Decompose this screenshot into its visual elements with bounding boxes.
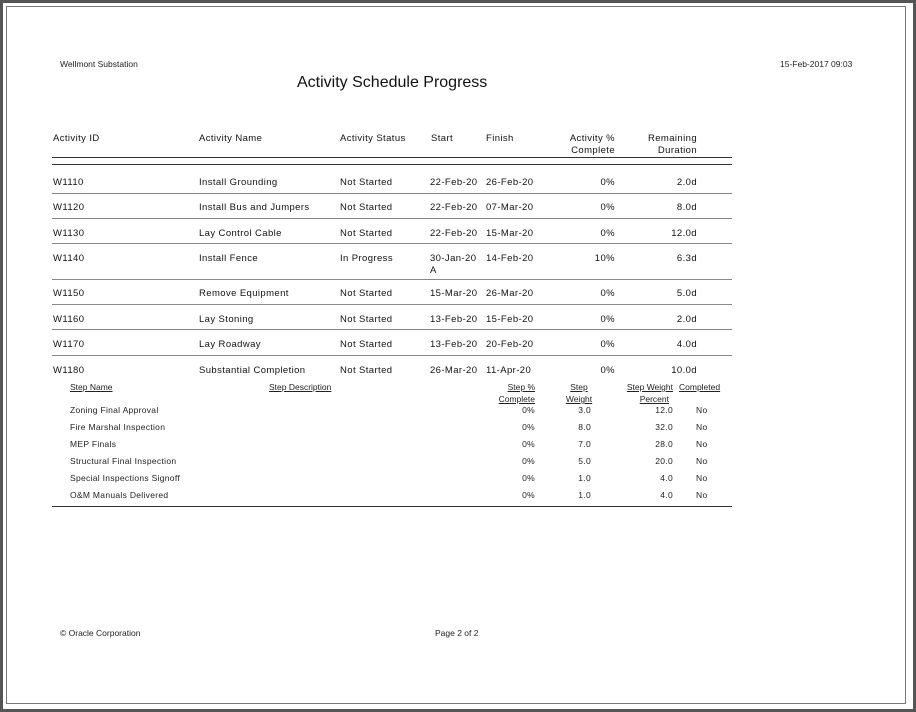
activity-start: 13-Feb-20 xyxy=(430,339,478,350)
activity-id: W1180 xyxy=(53,365,85,376)
activity-name: Remove Equipment xyxy=(199,288,289,299)
activity-status: Not Started xyxy=(340,202,393,213)
activity-start: 13-Feb-20 xyxy=(430,314,478,325)
step-col-weight-percent xyxy=(612,381,673,405)
step-completed: No xyxy=(696,439,708,449)
activity-name: Install Grounding xyxy=(199,177,278,188)
col-activity-id: Activity ID xyxy=(53,133,100,144)
row-divider xyxy=(52,329,732,330)
activity-pct: 0% xyxy=(600,177,615,188)
activity-finish: 15-Mar-20 xyxy=(486,228,534,239)
row-divider xyxy=(52,243,732,244)
step-completed: No xyxy=(696,422,708,432)
activity-name: Install Fence xyxy=(199,253,259,264)
activity-remaining: 6.3d xyxy=(676,253,697,264)
header-rule-top xyxy=(52,157,732,158)
activity-id: W1170 xyxy=(53,339,85,350)
activity-id: W1120 xyxy=(53,202,85,213)
report-title: Activity Schedule Progress xyxy=(297,74,488,91)
row-divider xyxy=(52,218,732,219)
step-name: MEP Finals xyxy=(70,439,117,449)
step-pct: 0% xyxy=(522,439,535,449)
step-weight: 5.0 xyxy=(578,456,591,466)
activity-remaining: 2.0d xyxy=(676,314,697,325)
activity-start: 30-Jan-20 xyxy=(430,253,477,264)
step-pct: 0% xyxy=(522,473,535,483)
activity-remaining: 2.0d xyxy=(676,177,697,188)
step-weight-percent: 4.0 xyxy=(660,473,673,483)
step-weight: 1.0 xyxy=(578,473,591,483)
step-name: O&M Manuals Delivered xyxy=(70,490,169,500)
step-weight-percent: 28.0 xyxy=(655,439,673,449)
activity-status: Not Started xyxy=(340,228,393,239)
activity-id: W1110 xyxy=(53,177,84,188)
step-pct: 0% xyxy=(522,422,535,432)
step-weight: 8.0 xyxy=(578,422,591,432)
footer-page-number: Page 2 of 2 xyxy=(435,628,479,638)
row-divider xyxy=(52,193,732,194)
step-weight: 1.0 xyxy=(578,490,591,500)
activity-status: In Progress xyxy=(340,253,393,264)
activity-remaining: 10.0d xyxy=(671,365,697,376)
step-completed: No xyxy=(696,473,708,483)
step-name: Structural Final Inspection xyxy=(70,456,177,466)
step-name: Special Inspections Signoff xyxy=(70,473,181,483)
activity-id: W1150 xyxy=(53,288,85,299)
activity-name: Lay Control Cable xyxy=(199,228,282,239)
activity-name: Lay Roadway xyxy=(199,339,261,350)
step-weight: 7.0 xyxy=(578,439,591,449)
col-start: Start xyxy=(431,133,454,144)
step-col-pct xyxy=(480,381,535,405)
step-completed: No xyxy=(696,456,708,466)
activity-finish: 26-Feb-20 xyxy=(486,177,534,188)
activity-status: Not Started xyxy=(340,177,393,188)
step-col-wpct-line2: Percent xyxy=(639,394,669,404)
activity-status: Not Started xyxy=(340,314,393,325)
activity-pct: 0% xyxy=(600,339,615,350)
col-pct-line2: Complete xyxy=(571,145,615,156)
step-col-pct-line1: Step % xyxy=(507,382,535,392)
step-weight-percent: 32.0 xyxy=(655,422,673,432)
step-col-pct-line2: Complete xyxy=(498,394,535,404)
activity-start: 22-Feb-20 xyxy=(430,228,478,239)
table-end-rule xyxy=(52,506,732,507)
step-col-weight xyxy=(556,381,602,405)
step-col-completed: Completed xyxy=(679,382,721,392)
step-pct: 0% xyxy=(522,405,535,415)
activity-id: W1140 xyxy=(53,253,85,264)
step-name: Zoning Final Approval xyxy=(70,405,159,415)
step-col-weight-line2: Weight xyxy=(565,394,593,404)
activity-pct: 0% xyxy=(600,288,615,299)
col-remaining-duration xyxy=(620,133,697,156)
activity-finish: 26-Mar-20 xyxy=(486,288,534,299)
activity-pct: 10% xyxy=(594,253,615,264)
step-name: Fire Marshal Inspection xyxy=(70,422,166,432)
step-weight: 3.0 xyxy=(578,405,591,415)
project-name: Wellmont Substation xyxy=(60,59,138,69)
col-activity-name: Activity Name xyxy=(199,133,263,144)
col-rem-line1: Remaining xyxy=(647,133,697,144)
step-weight-percent: 12.0 xyxy=(655,405,673,415)
step-col-description: Step Description xyxy=(269,382,332,392)
activity-finish: 15-Feb-20 xyxy=(486,314,534,325)
report-timestamp: 15-Feb-2017 09:03 xyxy=(780,59,853,69)
activity-start: 26-Mar-20 xyxy=(430,365,478,376)
row-divider xyxy=(52,304,732,305)
activity-finish: 20-Feb-20 xyxy=(486,339,534,350)
col-pct-line1: Activity % xyxy=(569,133,615,144)
step-col-weight-line1: Step xyxy=(570,382,588,392)
activity-id: W1130 xyxy=(53,228,85,239)
activity-status: Not Started xyxy=(340,339,393,350)
activity-pct: 0% xyxy=(600,228,615,239)
activity-remaining: 4.0d xyxy=(676,339,697,350)
activity-finish: 11-Apr-20 xyxy=(486,365,532,376)
activity-pct: 0% xyxy=(600,314,615,325)
step-pct: 0% xyxy=(522,456,535,466)
activity-remaining: 5.0d xyxy=(676,288,697,299)
activity-finish: 07-Mar-20 xyxy=(486,202,534,213)
footer-copyright: © Oracle Corporation xyxy=(60,628,141,638)
step-pct: 0% xyxy=(522,490,535,500)
activity-finish: 14-Feb-20 xyxy=(486,253,534,264)
activity-pct: 0% xyxy=(600,202,615,213)
activity-status: Not Started xyxy=(340,288,393,299)
activity-start-actual-flag: A xyxy=(430,265,437,276)
activity-start: 22-Feb-20 xyxy=(430,177,478,188)
step-completed: No xyxy=(696,405,708,415)
header-rule-bottom xyxy=(52,164,732,165)
col-rem-line2: Duration xyxy=(657,145,697,156)
step-col-wpct-line1: Step Weight xyxy=(626,382,673,392)
step-completed: No xyxy=(696,490,708,500)
col-activity-status: Activity Status xyxy=(340,133,406,144)
step-weight-percent: 20.0 xyxy=(655,456,673,466)
row-divider xyxy=(52,355,732,356)
activity-start: 15-Mar-20 xyxy=(430,288,478,299)
activity-status: Not Started xyxy=(340,365,393,376)
activity-remaining: 12.0d xyxy=(671,228,697,239)
activity-name: Lay Stoning xyxy=(199,314,254,325)
activity-name: Install Bus and Jumpers xyxy=(199,202,310,213)
step-col-name: Step Name xyxy=(70,382,113,392)
activity-pct: 0% xyxy=(600,365,615,376)
activity-name: Substantial Completion xyxy=(199,365,306,376)
row-divider xyxy=(52,279,732,280)
activity-remaining: 8.0d xyxy=(676,202,697,213)
step-weight-percent: 4.0 xyxy=(660,490,673,500)
activity-id: W1160 xyxy=(53,314,85,325)
activity-start: 22-Feb-20 xyxy=(430,202,478,213)
col-finish: Finish xyxy=(486,133,514,144)
col-pct-complete xyxy=(540,133,615,156)
